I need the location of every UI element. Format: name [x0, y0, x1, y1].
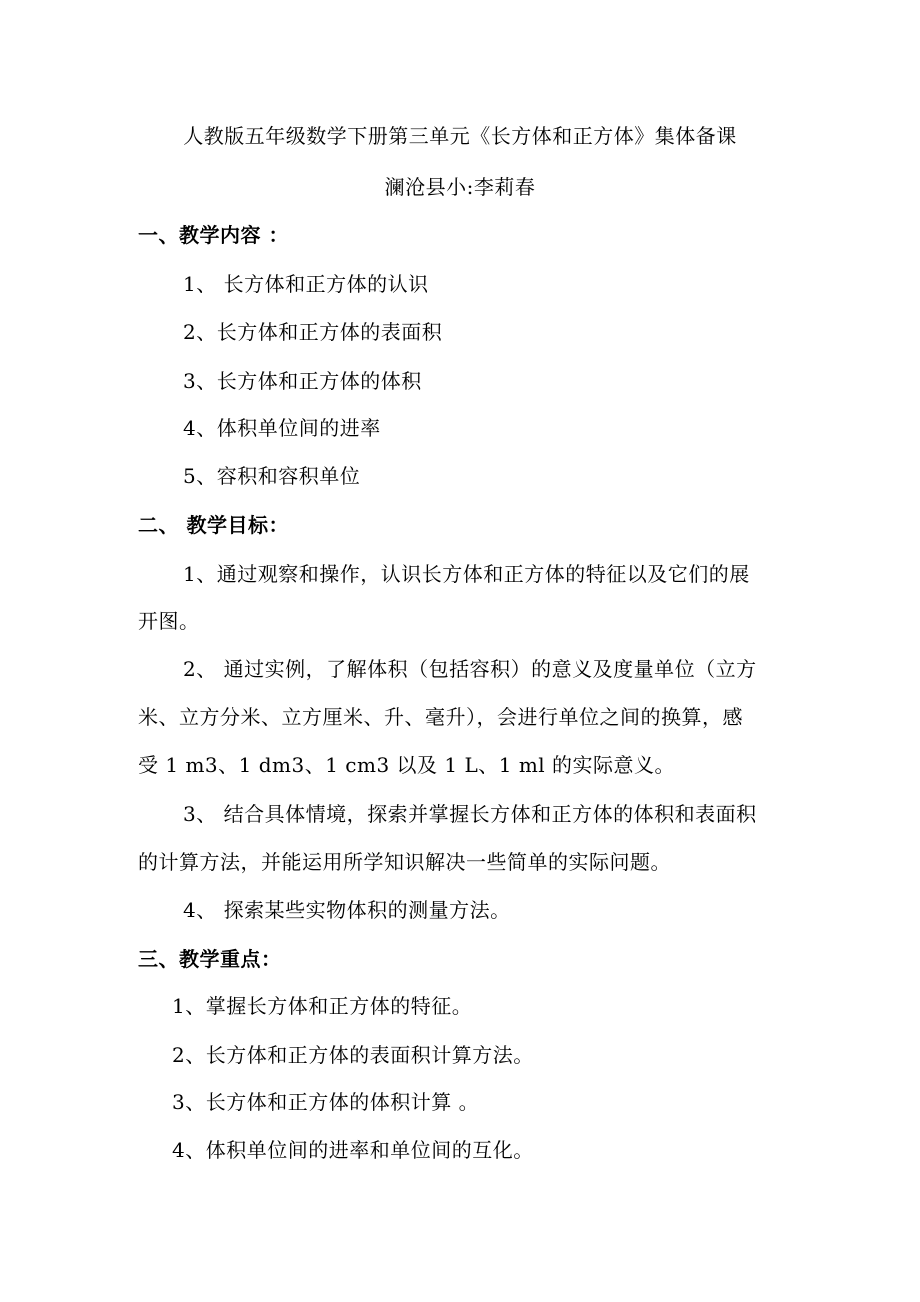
- goal-2-line-1: 2、 通过实例，了解体积（包括容积）的意义及度量单位（立方: [183, 657, 757, 681]
- goal-1-line-1: 1、通过观察和操作，认识长方体和正方体的特征以及它们的展: [183, 562, 750, 586]
- content-item-3: 3、长方体和正方体的体积: [183, 369, 422, 393]
- goal-2-line-2: 米、立方分米、立方厘米、升、毫升），会进行单位之间的换算，感: [138, 705, 743, 729]
- content-item-5: 5、容积和容积单位: [183, 464, 361, 488]
- content-item-2: 2、长方体和正方体的表面积: [183, 320, 443, 344]
- goal-1-line-2: 开图。: [138, 609, 200, 633]
- content-item-1: 1、 长方体和正方体的认识: [183, 272, 429, 296]
- goal-4-line-1: 4、 探索某些实物体积的测量方法。: [183, 898, 511, 922]
- document-author: 澜沧县小:李莉春: [384, 175, 536, 199]
- key-point-3: 3、长方体和正方体的体积计算 。: [172, 1090, 480, 1114]
- key-point-2: 2、长方体和正方体的表面积计算方法。: [172, 1043, 534, 1067]
- goal-3-line-1: 3、 结合具体情境，探索并掌握长方体和正方体的体积和表面积: [183, 802, 757, 826]
- key-point-4: 4、体积单位间的进率和单位间的互化。: [172, 1138, 534, 1162]
- section-heading-goals: 二、 教学目标：: [138, 513, 289, 537]
- goal-2-line-3: 受 1 m3、1 dm3、1 cm3 以及 1 L、1 ml 的实际意义。: [138, 753, 676, 777]
- content-item-4: 4、体积单位间的进率: [183, 416, 381, 440]
- section-heading-content: 一、教学内容 ：: [138, 223, 289, 247]
- document-title: 人教版五年级数学下册第三单元《长方体和正方体》集体备课: [183, 124, 737, 148]
- goal-3-line-2: 的计算方法，并能运用所学知识解决一些简单的实际问题。: [138, 850, 671, 874]
- key-point-1: 1、掌握长方体和正方体的特征。: [172, 994, 473, 1018]
- section-heading-key-points: 三、教学重点：: [138, 947, 282, 971]
